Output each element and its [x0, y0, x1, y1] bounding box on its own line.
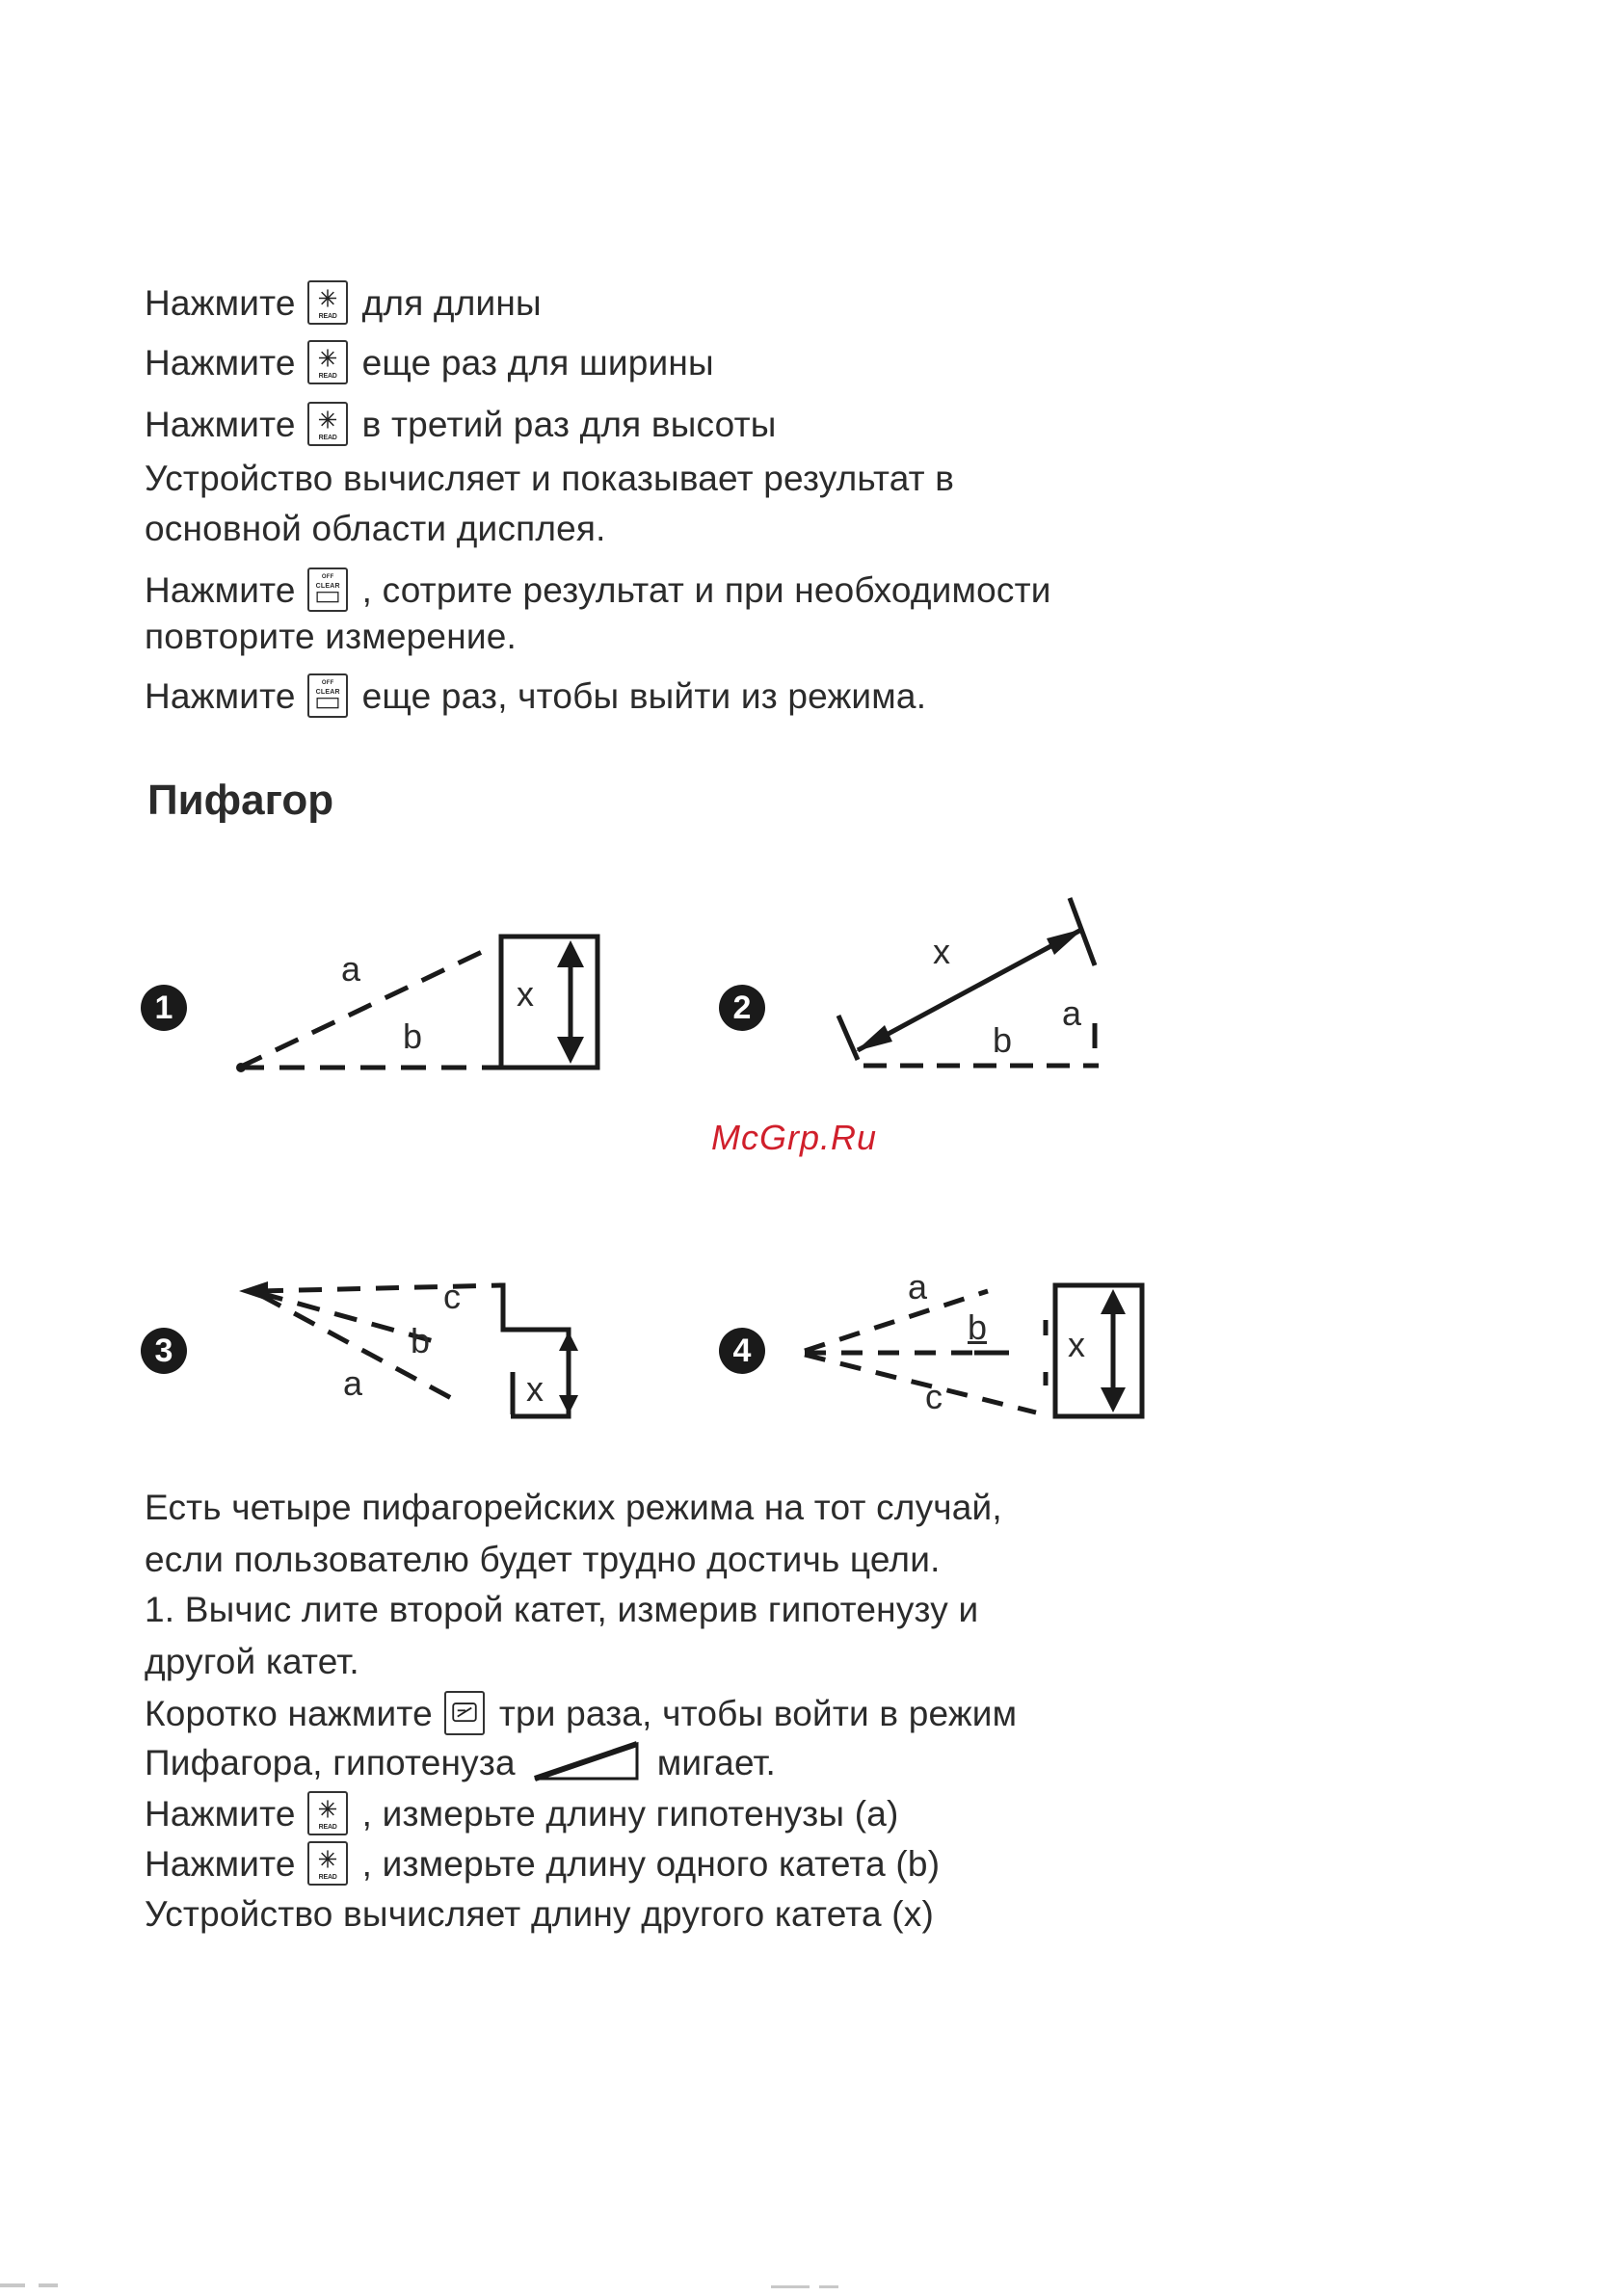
off-key-caption: OFF [321, 680, 334, 686]
off-clear-key-icon [307, 673, 348, 718]
off-key-caption: OFF [321, 574, 334, 580]
off-clear-key-icon [307, 567, 348, 612]
text-fragment: , измерьте длину одного катета (b) [361, 1843, 941, 1884]
text-fragment: еще раз, чтобы выйти из режима. [361, 675, 927, 716]
read-key-caption: READ [318, 313, 337, 320]
text-fragment: Нажмите [145, 569, 296, 610]
page-bottom-scan-marks [0, 2276, 1620, 2295]
diagram-4-label-b: b [968, 1307, 988, 1347]
read-key-caption: READ [318, 1824, 337, 1831]
diagram-3-label-a: a [343, 1363, 363, 1403]
text-line-other-leg: другой катет. [145, 1642, 359, 1681]
text-fragment: для длины [361, 282, 542, 323]
text-line-press-length [145, 283, 542, 328]
text-fragment: три раза, чтобы войти в режим [498, 1693, 1018, 1733]
diagram-1-label-a: a [341, 949, 361, 989]
text-fragment: Пифагора, гипотенуза [145, 1742, 516, 1782]
hypotenuse-triangle-icon [531, 1740, 641, 1782]
diagram-2-number-badge: 2 [719, 985, 765, 1031]
mode-key-icon [444, 1691, 485, 1735]
diagram-3-label-x: x [526, 1369, 544, 1409]
read-key-icon [307, 280, 348, 325]
text-fragment: мигает. [656, 1742, 777, 1782]
read-key-caption: READ [318, 373, 337, 380]
diagram-2-label-a: a [1062, 993, 1082, 1033]
text-line-press-height [145, 405, 777, 449]
diagram-1-number-badge: 1 [141, 985, 187, 1031]
diagram-1-illustration [222, 925, 626, 1089]
diagram-1-label-b: b [403, 1016, 423, 1056]
text-line-hard-target: если пользователю будет трудно достичь цели. [145, 1540, 941, 1579]
text-fragment: Нажмите [145, 675, 296, 716]
text-line-exit-mode [145, 676, 926, 721]
text-fragment: в третий раз для высоты [361, 404, 777, 444]
diagram-2-label-x: x [933, 932, 950, 971]
text-fragment: , сотрите результат и при необходимости [361, 569, 1051, 610]
read-key-caption: READ [318, 1874, 337, 1881]
text-line-press-width [145, 343, 714, 387]
text-line-mode-1: 1. Вычис лите второй катет, измерив гипотенузу и [145, 1590, 979, 1629]
text-line-clear-result [145, 570, 1051, 615]
text-line-device-calculates: Устройство вычисляет и показывает результат в [145, 459, 955, 498]
text-fragment: еще раз для ширины [361, 342, 714, 383]
clear-key-caption: CLEAR [315, 583, 340, 590]
text-fragment: Нажмите [145, 282, 296, 323]
read-key-icon [307, 402, 348, 446]
diagram-4-number-badge: 4 [719, 1328, 765, 1374]
diagram-4-illustration [785, 1267, 1171, 1436]
diagram-4-label-x: x [1068, 1325, 1085, 1364]
diagram-2-illustration [829, 877, 1128, 1089]
text-line-calculates-other-leg: Устройство вычисляет длину другого катета (x) [145, 1894, 935, 1934]
text-line-hypotenuse-blinks [145, 1744, 776, 1786]
text-line-four-modes: Есть четыре пифагорейских режима на тот случай, [145, 1488, 1002, 1527]
diagram-3-label-c: c [443, 1277, 461, 1316]
diagram-3-label-b: b [411, 1321, 431, 1360]
text-line-measure-leg [145, 1844, 940, 1888]
text-line-display-area: основной области дисплея. [145, 509, 606, 548]
text-line-measure-hypotenuse [145, 1794, 899, 1838]
read-key-icon [307, 340, 348, 384]
text-fragment: Коротко нажмите [145, 1693, 433, 1733]
watermark-text: McGrp.Ru [711, 1118, 878, 1157]
text-fragment: Нажмите [145, 1843, 296, 1884]
text-fragment: Нажмите [145, 404, 296, 444]
text-line-repeat-measure: повторите измерение. [145, 617, 517, 656]
diagram-3-number-badge: 3 [141, 1328, 187, 1374]
diagram-2-label-b: b [993, 1020, 1013, 1060]
diagram-4-label-c: c [925, 1377, 943, 1416]
read-key-icon [307, 1791, 348, 1835]
section-heading-pythagoras: Пифагор [147, 777, 334, 824]
text-fragment: , измерьте длину гипотенузы (a) [361, 1793, 899, 1834]
diagram-4-label-a: a [908, 1267, 928, 1306]
read-key-icon [307, 1841, 348, 1886]
diagram-1-label-x: x [517, 974, 534, 1014]
text-line-enter-mode [145, 1694, 1017, 1738]
text-fragment: Нажмите [145, 342, 296, 383]
clear-key-caption: CLEAR [315, 689, 340, 696]
read-key-caption: READ [318, 435, 337, 441]
text-fragment: Нажмите [145, 1793, 296, 1834]
